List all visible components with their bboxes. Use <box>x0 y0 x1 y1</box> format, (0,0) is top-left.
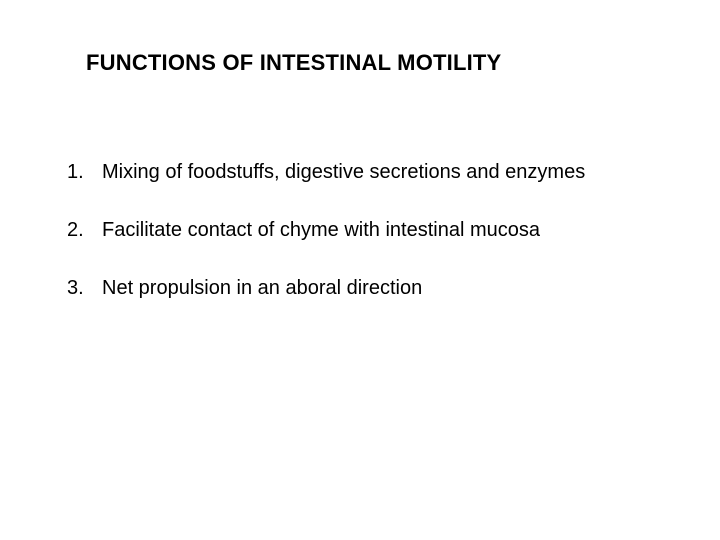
functions-list <box>67 157 585 331</box>
list-item-text: Net propulsion in an aboral direction <box>102 277 423 299</box>
list-item-number: 2. <box>67 219 84 241</box>
slide-title: FUNCTIONS OF INTESTINAL MOTILITY <box>86 50 502 75</box>
list-item <box>67 157 585 187</box>
list-item <box>67 215 585 245</box>
list-item-number: 1. <box>67 161 84 183</box>
list-item <box>67 273 585 303</box>
list-item-number: 3. <box>67 277 84 299</box>
list-item-text: Mixing of foodstuffs, digestive secretions and enzymes <box>102 161 586 183</box>
list-item-text: Facilitate contact of chyme with intestinal mucosa <box>102 219 540 241</box>
